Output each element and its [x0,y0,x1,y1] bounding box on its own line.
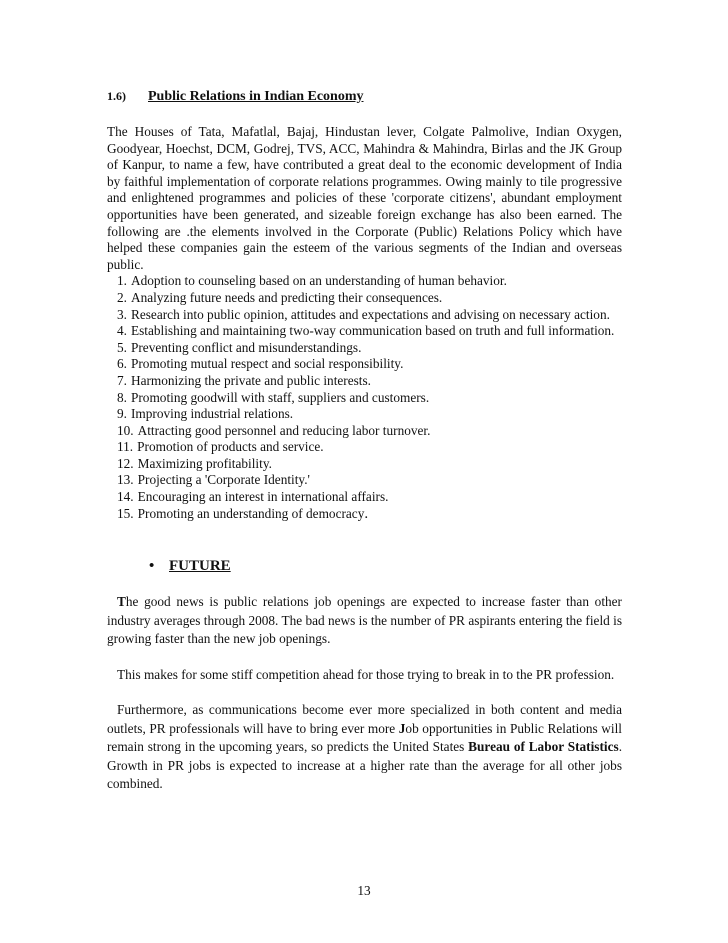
list-item: 12. Maximizing profitability. [117,455,272,471]
list-item: 13. Projecting a 'Corporate Identity.' [117,472,310,488]
future-heading [149,556,622,576]
list-item: 1. Adoption to counseling based on an understanding of human behavior. [117,273,507,289]
section-heading [107,86,622,106]
list-item: 5. Preventing conflict and misunderstandings. [117,339,362,355]
list-item: 10. Attracting good personnel and reducing labor turnover. [117,422,431,438]
list-item: 14. Encouraging an interest in international affairs. [117,489,389,505]
future-paragraph-1: The good news is public relations job openings are expected to increase faster than other industry averages through 2008. The bad news is the number of PR aspirants entering the field is growing faster than the new job openings. [107,594,622,647]
list-item: 7. Harmonizing the private and public interests. [117,372,371,388]
list-item: 11. Promotion of products and service. [117,439,324,455]
list-item: 6. Promoting mutual respect and social responsibility. [117,356,404,372]
list-item: 3. Research into public opinion, attitudes and expectations and advising on necessary action. [117,306,610,322]
future-title: FUTURE [169,558,231,575]
list-item: 15. Promoting an understanding of democracy . [107,506,622,523]
list-item: 2. Analyzing future needs and predicting their consequences. [117,289,443,305]
document-page [107,86,622,794]
list-item: 4. Establishing and maintaining two-way communication based on truth and full information. [117,323,615,339]
policy-elements-list [107,273,622,522]
section-title: Public Relations in Indian Economy [148,89,364,104]
list-item: 8. Promoting goodwill with staff, suppliers and customers. [117,389,430,405]
bullet-icon: • [149,558,155,575]
section-number: 1.6) [107,89,126,103]
future-paragraph-3: Furthermore, as communications become ever more specialized in both content and media outlets, PR professionals will have to bring ever more Job opportunities in Public Relations will remain strong in the upcoming years, so predicts the United States Bureau of Labor Statistics. Growth in PR jobs is expected to increase at a higher rate than the average for all other jobs combined. [107,702,623,792]
page-number: 13 [357,883,371,898]
intro-paragraph: The Houses of Tata, Mafatlal, Bajaj, Hindustan lever, Colgate Palmolive, Indian Oxygen, Goodyear, Hoechst, DCM, Godrej, TVS, ACC, Mahindra & Mahindra, Birlas and the JK Group of Kanpur, to name a few, have contributed a great deal to the economic development of India by faithful implementation of corporate relations programmes. Owing mainly to tile progressive and enlightened programmes and policies of these 'corporate citizens', abundant employment opportunities have been generated, and sizeable foreign exchange has also been earned. The following are .the elements involved in the Corporate (Public) Relations Policy which have helped these companies gain the esteem of the various segments of the Indian and overseas public. [107,124,622,272]
list-item: 9. Improving industrial relations. [117,406,294,422]
future-paragraph-2: This makes for some stiff competition ahead for those trying to break in to the PR profession. [117,666,615,682]
